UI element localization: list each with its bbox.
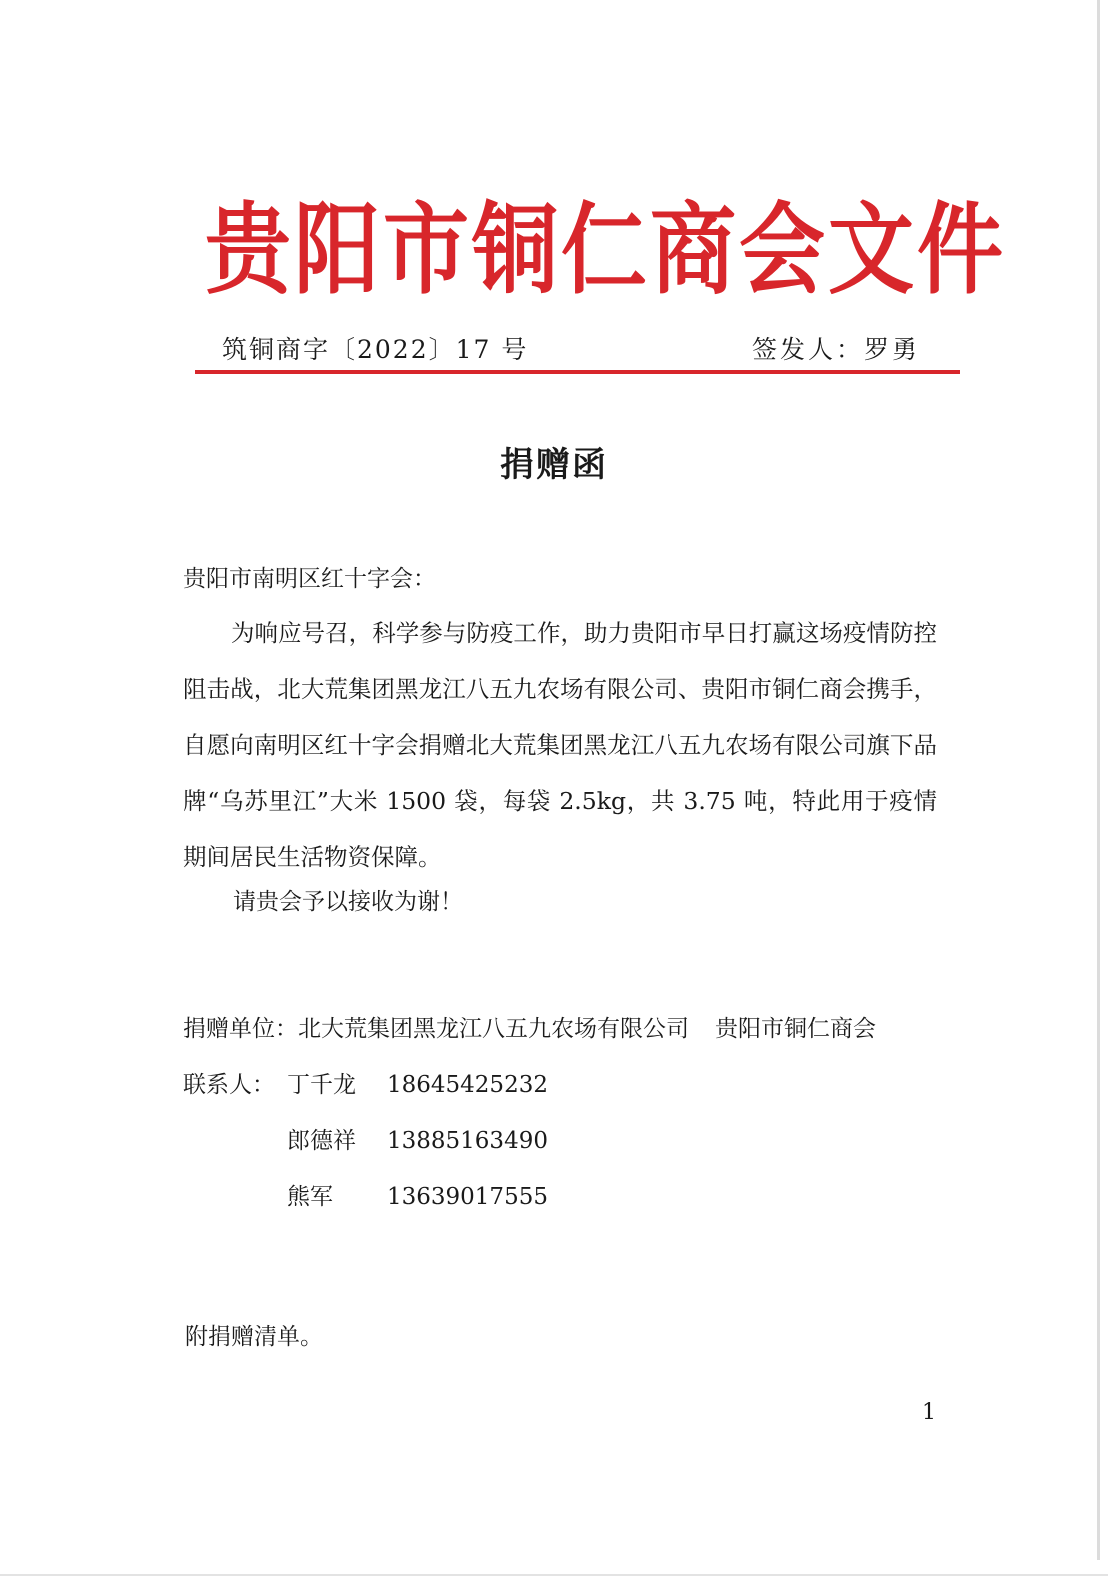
- contact-name: 熊军: [287, 1184, 333, 1210]
- letter-title: 捐赠函: [500, 445, 608, 485]
- donor-label: 捐赠单位：: [183, 1016, 298, 1042]
- letter-closing: 请贵会予以接收为谢！: [233, 889, 463, 915]
- page-bottom-edge: [0, 1574, 1108, 1576]
- contact-phone: 13885163490: [387, 1128, 548, 1154]
- donor-org-1: 北大荒集团黑龙江八五九农场有限公司: [298, 1016, 689, 1042]
- donor-line: [183, 1010, 876, 1043]
- contact-row: [287, 1066, 548, 1099]
- contact-name: 丁千龙: [287, 1072, 356, 1098]
- document-header-title: 贵阳市铜仁商会文件: [205, 193, 1006, 308]
- contact-name: 郎德祥: [287, 1128, 356, 1154]
- page-number: 1: [922, 1400, 936, 1425]
- contacts-label: 联系人：: [183, 1072, 275, 1098]
- attachment-note: 附捐赠清单。: [185, 1324, 323, 1350]
- page-right-edge: [1097, 0, 1100, 1560]
- contact-row: [287, 1122, 548, 1155]
- document-number: 筑铜商字〔2022〕17 号: [222, 335, 529, 364]
- donor-org-2: 贵阳市铜仁商会: [715, 1016, 876, 1042]
- document-signer: 签发人：罗勇: [752, 335, 921, 364]
- letter-salutation: 贵阳市南明区红十字会：: [183, 566, 436, 592]
- header-divider: [195, 370, 960, 374]
- contact-phone: 18645425232: [387, 1072, 548, 1098]
- contact-row: [287, 1178, 548, 1211]
- contact-phone: 13639017555: [387, 1184, 548, 1210]
- letter-body: 为响应号召，科学参与防疫工作，助力贵阳市早日打赢这场疫情防控阻击战，北大荒集团黑龙江八五九农场有限公司、贵阳市铜仁商会携手，自愿向南明区红十字会捐赠北大荒集团黑龙江八五九农场有限公司旗下品牌“乌苏里江”大米 1500 袋，每袋 2.5kg，共 3.75 吨，特此用于疫情期间居民生活物资保障。: [183, 619, 937, 871]
